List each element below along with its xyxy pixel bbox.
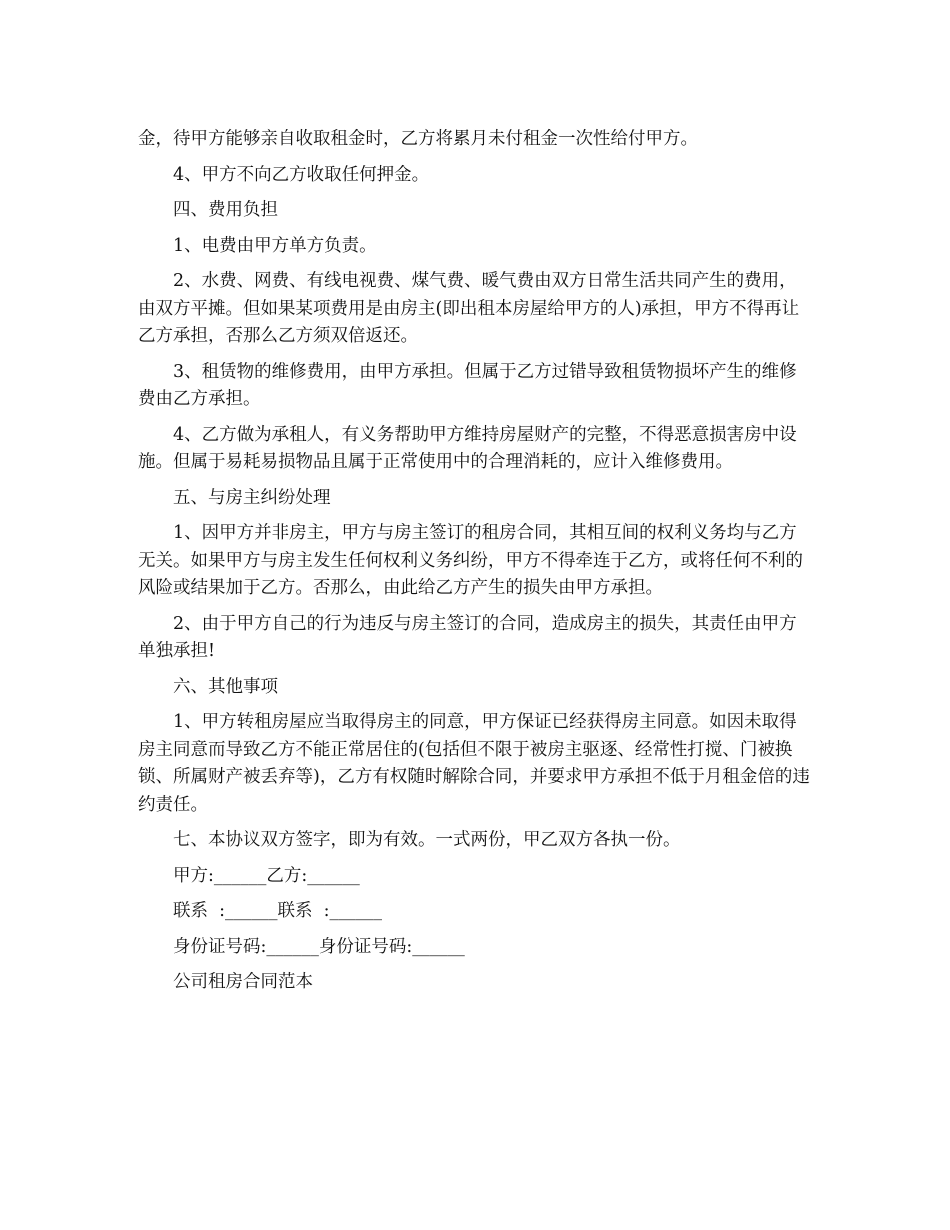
- document-footer-title: 公司租房合同范本: [173, 972, 313, 992]
- paragraph-repairs: 3、租赁物的维修费用，由甲方承担。但属于乙方过错导致租赁物损坏产生的维修费由乙方承担。: [138, 361, 797, 409]
- paragraph-property-care: 4、乙方做为承租人，有义务帮助甲方维持房屋财产的完整，不得恶意损害房中设施。但属于易耗易损物品且属于正常使用中的合理消耗的，应计入维修费用。: [138, 424, 797, 472]
- section-heading-landlord-disputes: 五、与房主纠纷处理: [173, 487, 331, 508]
- signature-id-line: 身份证号码:______身份证号码:______: [173, 936, 465, 957]
- paragraph-rent-continuation: 金，待甲方能够亲自收取租金时，乙方将累月未付租金一次性给付甲方。: [138, 129, 698, 149]
- paragraph-no-deposit: 4、甲方不向乙方收取任何押金。: [173, 164, 430, 185]
- paragraph-landlord-contract: 1、因甲方并非房主，甲方与房主签订的租房合同，其相互间的权利义务均与乙方无关。如果甲方与房主发生任何权利义务纠纷，甲方不得牵连于乙方，或将任何不利的风险或结果加于乙方。否那么，由此给乙方产生的损失由甲方承担。: [138, 523, 803, 598]
- section-heading-expenses: 四、费用负担: [173, 200, 278, 220]
- signature-contact-line: 联系 :______联系 :______: [173, 901, 383, 921]
- paragraph-sublease-consent: 1、甲方转租房屋应当取得房主的同意，甲方保证已经获得房主同意。如因未取得房主同意而导致乙方不能正常居住的(包括但不限于被房主驱逐、经常性打搅、门被换锁、所属财产被丢弃等)，乙方有权随时解除合同，并要求甲方承担不低于月租金倍的违约责任。: [138, 712, 810, 815]
- paragraph-utilities: 2、水费、网费、有线电视费、煤气费、暖气费由双方日常生活共同产生的费用，由双方平摊。但如果某项费用是由房主(即出租本房屋给甲方的人)承担，甲方不得再让乙方承担，否那么乙方须双倍返还。: [138, 271, 800, 346]
- paragraph-party-a-liability: 2、由于甲方自己的行为违反与房主签订的合同，造成房主的损失，其责任由甲方单独承担!: [138, 613, 797, 661]
- signature-party-line: 甲方:______乙方:______: [173, 865, 360, 886]
- paragraph-electricity: 1、电费由甲方单方负责。: [173, 235, 377, 256]
- section-heading-other-matters: 六、其他事项: [173, 676, 278, 697]
- paragraph-effectiveness: 七、本协议双方签字，即为有效。一式两份，甲乙双方各执一份。: [173, 830, 681, 850]
- document-body: [138, 126, 810, 997]
